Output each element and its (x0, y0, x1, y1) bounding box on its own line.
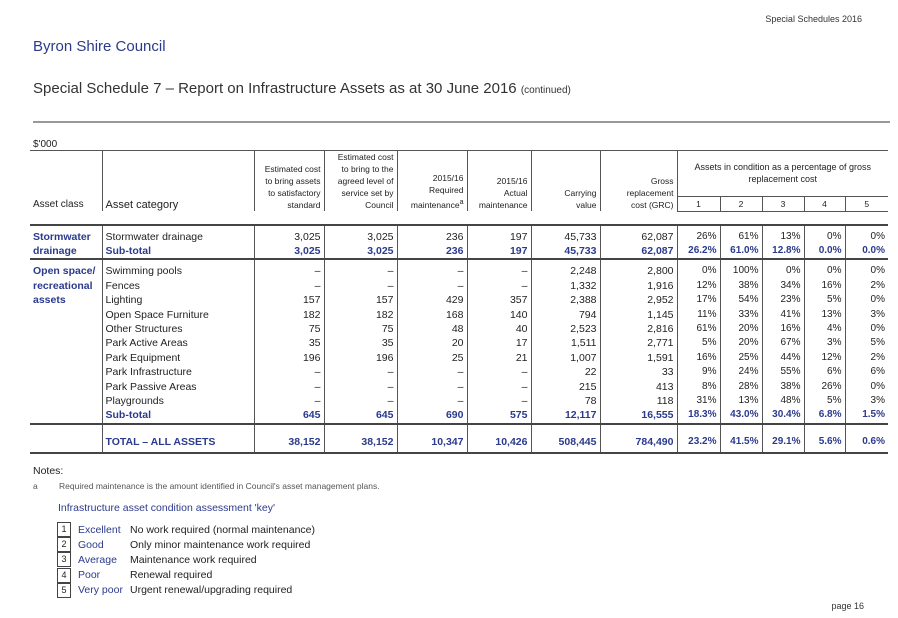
value-cell: 23% (762, 293, 804, 307)
value-cell: 168 (397, 308, 467, 322)
value-cell: 157 (254, 293, 324, 307)
value-cell: 2,523 (531, 322, 600, 336)
value-cell: 38% (720, 279, 762, 293)
value-cell: 28% (720, 380, 762, 394)
value-cell: 3,025 (254, 225, 324, 244)
value-cell: 1,511 (531, 336, 600, 350)
value-cell: – (467, 259, 531, 278)
asset-class-cell: Open space/ (33, 265, 96, 278)
value-cell: 67% (762, 336, 804, 350)
value-cell: 10,426 (467, 435, 531, 453)
table-body (30, 225, 888, 454)
asset-class-cell: Stormwater (33, 230, 91, 243)
value-cell: 26% (677, 225, 720, 244)
value-cell: 645 (324, 408, 397, 423)
title-text: Special Schedule 7 – Report on Infrastructure Assets as at 30 June 2016 (33, 80, 517, 97)
table-row (30, 351, 888, 365)
value-cell: 12.8% (762, 244, 804, 259)
value-cell: 1,916 (600, 279, 677, 293)
condition-key-description: No work required (normal maintenance) (130, 523, 315, 536)
header-line: cost (GRC) (631, 200, 674, 210)
value-cell: – (254, 279, 324, 293)
asset-category-cell: Park Infrastructure (102, 365, 254, 379)
header-condition-3: 3 (762, 196, 804, 211)
value-cell: 35 (324, 336, 397, 350)
asset-category-cell: Lighting (102, 293, 254, 307)
header-actual-maintenance (467, 151, 531, 212)
asset-class-cell: assets (33, 294, 66, 307)
value-cell: 6% (845, 365, 888, 379)
value-cell: 197 (467, 225, 531, 244)
condition-key-number: 1 (57, 522, 71, 537)
value-cell: 34% (762, 279, 804, 293)
header-line: to bring assets (265, 176, 321, 186)
value-cell: 0% (845, 322, 888, 336)
note-a (33, 481, 380, 491)
value-cell: 196 (254, 351, 324, 365)
value-cell: 16% (762, 322, 804, 336)
table-header (30, 151, 888, 225)
value-cell: 12% (677, 279, 720, 293)
value-cell: 0.0% (845, 244, 888, 259)
spacer-cell (531, 424, 600, 435)
value-cell: 182 (254, 308, 324, 322)
value-cell: 26.2% (677, 244, 720, 259)
notes-title: Notes: (33, 465, 64, 477)
asset-category-cell: Park Active Areas (102, 336, 254, 350)
table-row (30, 293, 888, 307)
value-cell: 33% (720, 308, 762, 322)
value-cell: 4% (804, 322, 845, 336)
header-line: Gross (650, 176, 674, 186)
value-cell: 40 (467, 322, 531, 336)
header-line: Carrying (564, 188, 597, 198)
condition-key-title: Infrastructure asset condition assessment 'key' (58, 502, 276, 514)
value-cell: 8% (677, 380, 720, 394)
value-cell: 75 (254, 322, 324, 336)
value-cell: 0% (845, 225, 888, 244)
header-asset-class: Asset class (33, 199, 84, 210)
value-cell: 3% (804, 336, 845, 350)
condition-key-row (57, 537, 315, 552)
header-line: agreed level of (337, 176, 394, 186)
value-cell: 0% (677, 259, 720, 278)
value-cell: 0% (804, 225, 845, 244)
condition-key-word: Good (78, 538, 104, 551)
asset-category-cell: Open Space Furniture (102, 308, 254, 322)
value-cell: 13% (762, 225, 804, 244)
spacer-cell (467, 424, 531, 435)
value-cell: 5.6% (804, 435, 845, 453)
header-gross-replacement-cost (600, 151, 677, 212)
value-cell: 62,087 (600, 244, 677, 259)
value-cell: 38,152 (324, 435, 397, 453)
footnote-a-marker: a (459, 198, 464, 207)
value-cell: 13% (720, 394, 762, 408)
header-line: to bring to the (341, 164, 394, 174)
header-asset-category: Asset category (102, 196, 254, 211)
condition-key-word: Average (78, 553, 117, 566)
header-line: Estimated cost (264, 164, 321, 174)
asset-category-cell: Sub-total (102, 408, 254, 423)
value-cell: – (397, 394, 467, 408)
condition-key-number: 2 (57, 537, 71, 552)
value-cell: 10,347 (397, 435, 467, 453)
spacer-cell (600, 424, 677, 435)
value-cell: 0.0% (804, 244, 845, 259)
value-cell: 2,816 (600, 322, 677, 336)
value-cell: 17% (677, 293, 720, 307)
subtotal-row (30, 244, 888, 259)
spacer-cell (677, 424, 720, 435)
value-cell: 5% (804, 394, 845, 408)
header-line: maintenance$^a$ (410, 198, 464, 210)
value-cell: – (254, 259, 324, 278)
value-cell: 1,332 (531, 279, 600, 293)
asset-category-cell: Playgrounds (102, 394, 254, 408)
total-row (30, 435, 888, 453)
value-cell: 690 (397, 408, 467, 423)
value-cell: 12,117 (531, 408, 600, 423)
header-condition-5: 5 (845, 196, 888, 211)
value-cell: 215 (531, 380, 600, 394)
header-cost-to-agreed-level (324, 151, 397, 212)
condition-key-word: Very poor (78, 584, 123, 597)
value-cell: 38% (762, 380, 804, 394)
value-cell: 78 (531, 394, 600, 408)
value-cell: 20% (720, 322, 762, 336)
value-cell: – (324, 279, 397, 293)
spacer-row (30, 424, 888, 435)
asset-category-cell: Swimming pools (102, 259, 254, 278)
value-cell: 23.2% (677, 435, 720, 453)
header-line: standard (287, 200, 321, 210)
value-cell: 5% (804, 293, 845, 307)
table-row (30, 308, 888, 322)
table-row (30, 322, 888, 336)
value-cell: 3,025 (254, 244, 324, 259)
title-suffix: (continued) (520, 85, 571, 96)
value-cell: 645 (254, 408, 324, 423)
condition-key-row (57, 568, 315, 583)
value-cell: – (324, 365, 397, 379)
page-number: page 16 (831, 601, 864, 611)
value-cell: 20% (720, 336, 762, 350)
value-cell: 157 (324, 293, 397, 307)
value-cell: 3% (845, 308, 888, 322)
value-cell: 2% (845, 279, 888, 293)
value-cell: 0.6% (845, 435, 888, 453)
value-cell: – (467, 394, 531, 408)
note-a-letter: a (33, 481, 38, 491)
header-cost-to-satisfactory (254, 151, 324, 212)
value-cell: 1.5% (845, 408, 888, 423)
value-cell: 31% (677, 394, 720, 408)
asset-category-cell: TOTAL – ALL ASSETS (102, 435, 254, 453)
value-cell: – (324, 259, 397, 278)
value-cell: 3,025 (324, 244, 397, 259)
condition-key-row (57, 583, 315, 598)
condition-key-number: 5 (57, 583, 71, 598)
value-cell: 16% (804, 279, 845, 293)
condition-key-number: 4 (57, 568, 71, 583)
header-line: service set by (341, 188, 394, 198)
spacer-cell (720, 424, 762, 435)
value-cell: 0% (762, 259, 804, 278)
value-cell: 30.4% (762, 408, 804, 423)
value-cell: 5% (845, 336, 888, 350)
value-cell: 12% (804, 351, 845, 365)
page-title (33, 80, 571, 97)
table-row (30, 394, 888, 408)
value-cell: – (324, 380, 397, 394)
value-cell: 43.0% (720, 408, 762, 423)
value-cell: 0% (845, 259, 888, 278)
value-cell: 508,445 (531, 435, 600, 453)
value-cell: 33 (600, 365, 677, 379)
asset-category-cell: Park Passive Areas (102, 380, 254, 394)
value-cell: 38,152 (254, 435, 324, 453)
asset-class-cell (30, 408, 102, 423)
infrastructure-assets-table (30, 150, 888, 454)
value-cell: 62,087 (600, 225, 677, 244)
value-cell: 41% (762, 308, 804, 322)
value-cell: – (397, 365, 467, 379)
value-cell: 35 (254, 336, 324, 350)
asset-category-cell: Stormwater drainage (102, 225, 254, 244)
value-cell: 17 (467, 336, 531, 350)
value-cell: 61% (677, 322, 720, 336)
asset-category-cell: Fences (102, 279, 254, 293)
value-cell: 413 (600, 380, 677, 394)
value-cell: 1,007 (531, 351, 600, 365)
header-condition-4: 4 (804, 196, 845, 211)
value-cell: – (397, 259, 467, 278)
spacer-cell (397, 424, 467, 435)
value-cell: 13% (804, 308, 845, 322)
value-cell: 2,952 (600, 293, 677, 307)
value-cell: 784,490 (600, 435, 677, 453)
value-cell: – (467, 380, 531, 394)
asset-class-cell (30, 394, 102, 408)
value-cell: 2,800 (600, 259, 677, 278)
table-row (30, 259, 888, 278)
condition-key-row (57, 552, 315, 567)
table-row (30, 225, 888, 244)
condition-key-row (57, 522, 315, 537)
value-cell: 2% (845, 351, 888, 365)
value-cell: 20 (397, 336, 467, 350)
spacer-cell (324, 424, 397, 435)
value-cell: 54% (720, 293, 762, 307)
value-cell: – (254, 380, 324, 394)
condition-key-description: Urgent renewal/upgrading required (130, 584, 293, 597)
header-line: Required (429, 185, 464, 196)
value-cell: 575 (467, 408, 531, 423)
spacer-cell (102, 424, 254, 435)
asset-class-cell (30, 351, 102, 365)
asset-class-cell: drainage (30, 244, 102, 259)
value-cell: 9% (677, 365, 720, 379)
subtotal-row (30, 408, 888, 423)
value-cell: 25% (720, 351, 762, 365)
value-cell: 118 (600, 394, 677, 408)
condition-key (57, 522, 315, 598)
value-cell: 41.5% (720, 435, 762, 453)
value-cell: 16,555 (600, 408, 677, 423)
value-cell: 140 (467, 308, 531, 322)
value-cell: 357 (467, 293, 531, 307)
note-a-text: Required maintenance is the amount identified in Council's asset management plans. (59, 481, 380, 491)
value-cell: 26% (804, 380, 845, 394)
table-row (30, 279, 888, 293)
value-cell: 2,771 (600, 336, 677, 350)
asset-category-cell: Other Structures (102, 322, 254, 336)
value-cell: 25 (397, 351, 467, 365)
header-line: maintenance (478, 200, 528, 210)
condition-key-description: Only minor maintenance work required (130, 538, 311, 551)
value-cell: 45,733 (531, 225, 600, 244)
asset-class-cell (30, 322, 102, 336)
header-line: Estimated cost (337, 152, 394, 162)
spacer-cell (804, 424, 845, 435)
spacer-cell (30, 424, 102, 435)
asset-class-cell (30, 380, 102, 394)
value-cell: 45,733 (531, 244, 600, 259)
value-cell: 11% (677, 308, 720, 322)
value-cell: 16% (677, 351, 720, 365)
value-cell: 55% (762, 365, 804, 379)
value-cell: – (324, 394, 397, 408)
header-condition-2: 2 (720, 196, 762, 211)
value-cell: 0% (804, 259, 845, 278)
value-cell: 100% (720, 259, 762, 278)
header-required-maintenance (397, 151, 467, 212)
value-cell: 2,248 (531, 259, 600, 278)
value-cell: 24% (720, 365, 762, 379)
value-cell: 196 (324, 351, 397, 365)
header-line: replacement (626, 188, 674, 198)
value-cell: – (397, 380, 467, 394)
spacer-cell (254, 424, 324, 435)
header-condition-1: 1 (677, 196, 720, 211)
council-name: Byron Shire Council (33, 38, 166, 55)
value-cell: 794 (531, 308, 600, 322)
value-cell: – (397, 279, 467, 293)
value-cell: 2,388 (531, 293, 600, 307)
value-cell: 44% (762, 351, 804, 365)
value-cell: 29.1% (762, 435, 804, 453)
value-cell: 61.0% (720, 244, 762, 259)
value-cell: 6% (804, 365, 845, 379)
value-cell: – (254, 394, 324, 408)
table-row (30, 380, 888, 394)
header-line: 2015/16 (496, 176, 528, 186)
value-cell: 0% (845, 380, 888, 394)
value-cell: 21 (467, 351, 531, 365)
header-line: value (576, 200, 597, 210)
spacer-cell (762, 424, 804, 435)
header-line: 2015/16 (432, 173, 464, 184)
condition-key-word: Poor (78, 569, 101, 582)
value-cell: 22 (531, 365, 600, 379)
table-row (30, 365, 888, 379)
asset-class-cell (30, 336, 102, 350)
value-cell: 182 (324, 308, 397, 322)
value-cell: 1,591 (600, 351, 677, 365)
spacer-cell (845, 424, 888, 435)
value-cell: 0% (845, 293, 888, 307)
value-cell: 5% (677, 336, 720, 350)
document-header: Special Schedules 2016 (765, 14, 862, 24)
value-cell: 1,145 (600, 308, 677, 322)
title-rule (33, 121, 890, 123)
value-cell: – (254, 365, 324, 379)
value-cell: 3% (845, 394, 888, 408)
value-cell: 429 (397, 293, 467, 307)
value-cell: 3,025 (324, 225, 397, 244)
header-line: Actual (503, 188, 528, 198)
table-row (30, 336, 888, 350)
value-cell: 18.3% (677, 408, 720, 423)
value-cell: 48 (397, 322, 467, 336)
value-cell: 236 (397, 244, 467, 259)
value-cell: – (467, 279, 531, 293)
asset-category-cell: Park Equipment (102, 351, 254, 365)
header-condition-title: Assets in condition as a percentage of gross replacement cost (677, 151, 888, 197)
value-cell: 236 (397, 225, 467, 244)
asset-class-cell: recreational (33, 279, 93, 292)
header-line: to satisfactory (268, 188, 321, 198)
condition-key-word: Excellent (78, 523, 121, 536)
condition-key-number: 3 (57, 552, 71, 567)
value-cell: 61% (720, 225, 762, 244)
header-line: Council (365, 200, 394, 210)
value-cell: 6.8% (804, 408, 845, 423)
value-cell: 197 (467, 244, 531, 259)
asset-class-cell (30, 435, 102, 453)
value-cell: 75 (324, 322, 397, 336)
value-cell: – (467, 365, 531, 379)
asset-class-cell (30, 308, 102, 322)
asset-category-cell: Sub-total (102, 244, 254, 259)
condition-key-description: Maintenance work required (130, 553, 257, 566)
asset-class-cell (30, 365, 102, 379)
value-cell: 48% (762, 394, 804, 408)
units-label: $'000 (33, 139, 58, 150)
condition-key-description: Renewal required (130, 569, 213, 582)
header-carrying-value (531, 151, 600, 212)
